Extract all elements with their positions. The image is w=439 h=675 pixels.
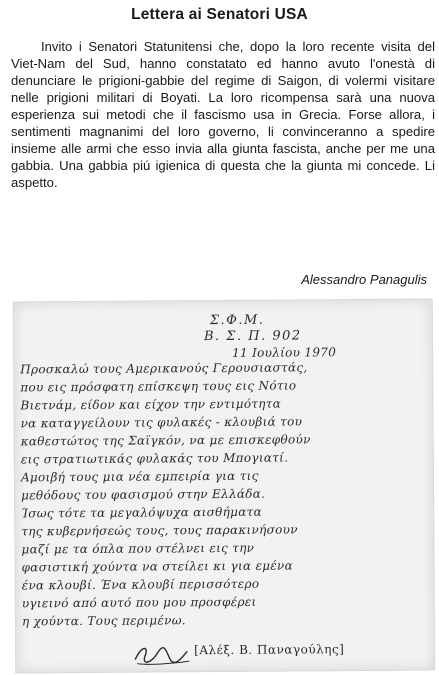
letter-line: μαζί με τα όπλα που στέλνει εις την: [21, 540, 255, 557]
author-signature: Alessandro Panagulis: [301, 272, 427, 287]
letter-line: υγιεινό από αυτό που μου προσφέρει: [21, 594, 257, 611]
letter-line: εις στρατιωτικάς φυλακάς του Μπογιατί.: [20, 450, 289, 467]
letter-line: φασιστική χούντα να στείλει κι για εμένα: [21, 558, 294, 575]
letter-line: ένα κλουβί. Ένα κλουβί περισσότερο: [21, 576, 260, 593]
letter-line: μεθόδους του φασισμού στην Ελλάδα.: [21, 486, 266, 503]
handwritten-signature-scrawl: [131, 641, 191, 667]
handwritten-letter-image: [13, 299, 436, 674]
letter-line: καθεστώτος της Σαϊγκόν, να με επισκεφθούν: [20, 432, 311, 449]
letter-signature: [Αλέξ. Β. Παναγούλης]: [194, 642, 345, 658]
letter-line: Προσκαλώ τους Αμερικανούς Γερουσιαστάς,: [20, 360, 308, 377]
article-body: Invito i Senatori Statunitensi che, dopo la loro recente visita del Viet-Nam del Sud, hanno constatato ed hanno avuto l'onestà di denunciare le prigioni-gabbie del regime di Saigon, di volermi visitare nelle prigioni militari di Boyati. La loro ricompensa sarà una nuova esperienza sui metodi che il fascismo usa in Grecia. Forse allora, i sentimenti magnanimi del loro governo, li convinceranno a spedire insieme alle armi che esso invia alla giunta fascista, anche per me una gabbia. Una gabbia piú igienica di questa che la giunta mi concede. Li aspetto.: [11, 39, 435, 190]
letter-line: η χούντα. Τους περιμένω.: [21, 613, 186, 629]
article-title: Lettera ai Senatori USA: [131, 6, 308, 23]
letter-line: Αμοιβή τους μια νέα εμπειρία για τις: [20, 468, 259, 485]
letter-header-line: Σ.Φ.Μ.: [209, 312, 265, 329]
letter-line: Ίσως τότε τα μεγαλόψυχα αισθήματα: [21, 504, 262, 521]
letter-header-line: Β. Σ. Π. 902: [203, 328, 302, 345]
letter-header-line: 11 Ιουλίου 1970: [232, 345, 337, 360]
letter-line: που εις πρόσφατη επίσκεψη τους εις Νότιο: [20, 378, 297, 395]
letter-line: της κυβερνήσεώς τους, τους παρακινήσουν: [21, 522, 298, 539]
letter-line: Βιετνάμ, είδον και είχον την εντιμότητα: [20, 396, 282, 413]
letter-line: να καταγγείλουν τις φυλακές - κλουβιά του: [20, 414, 303, 431]
